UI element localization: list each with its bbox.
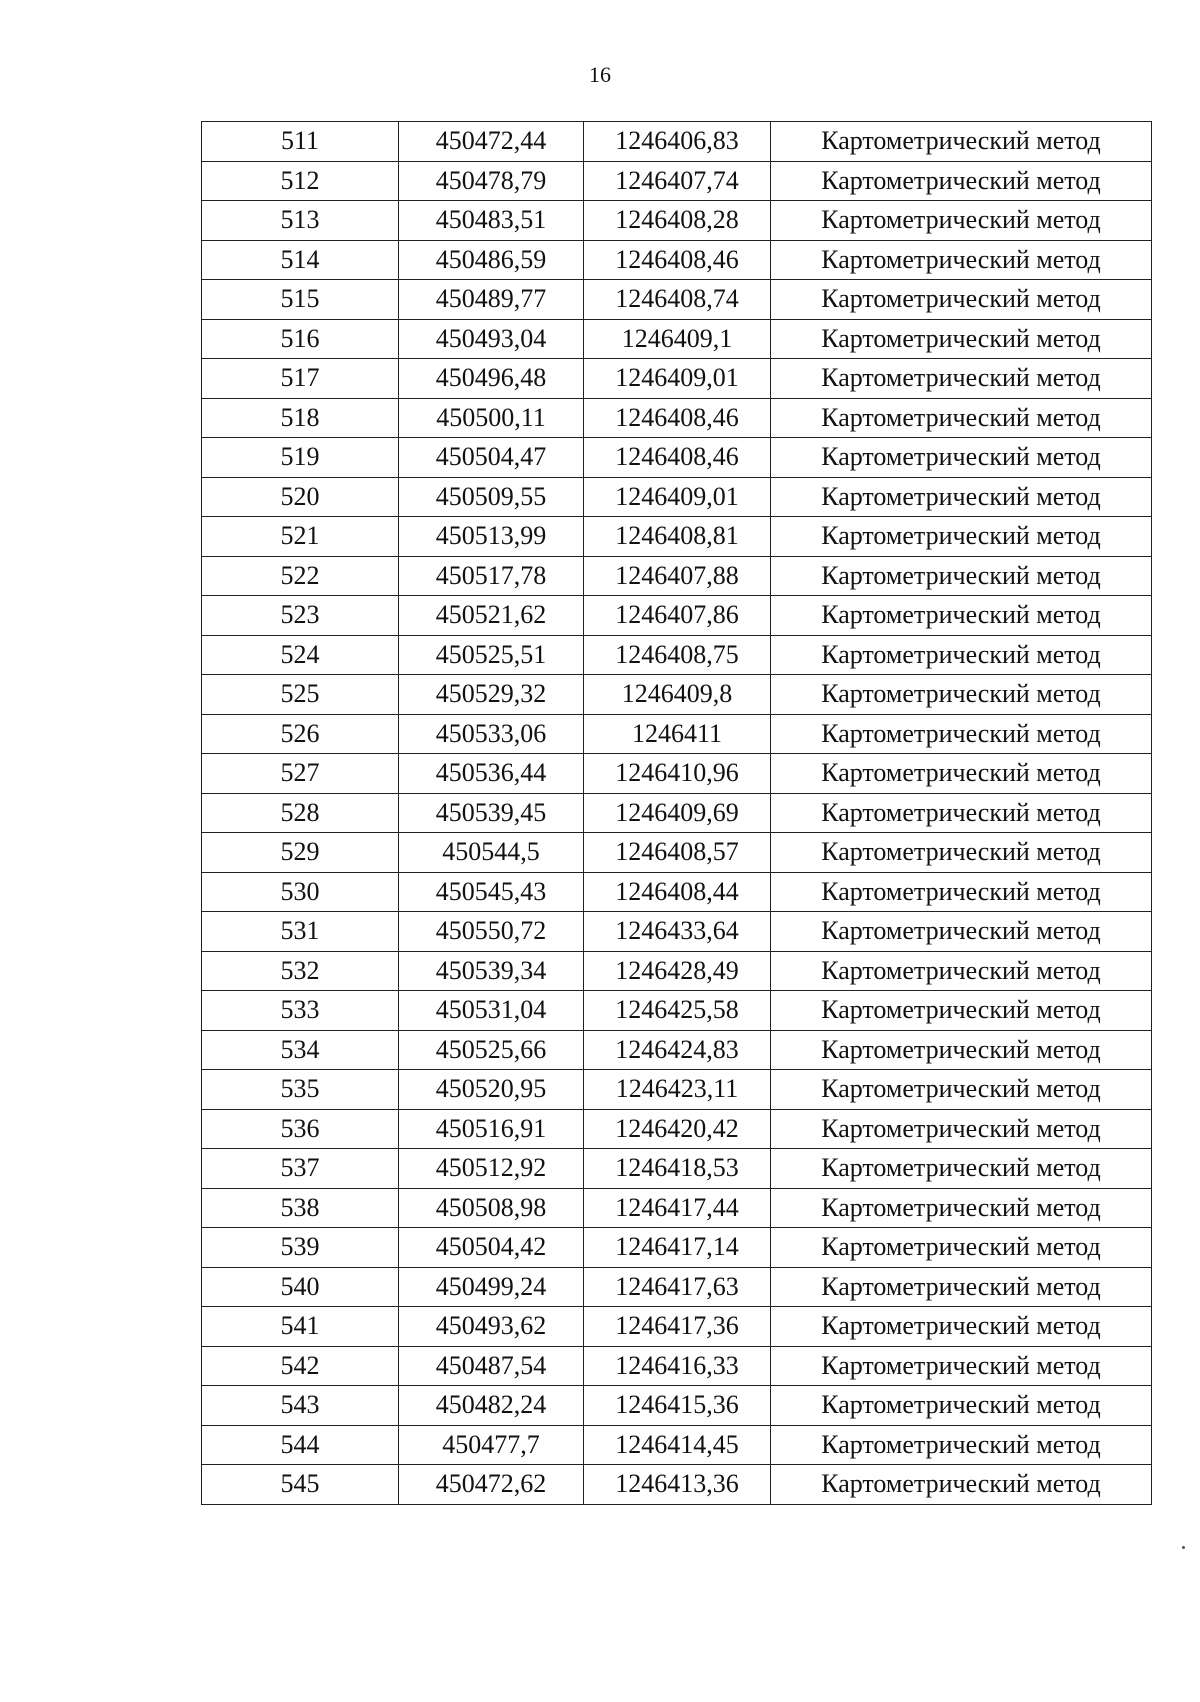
coordinates-table-body <box>202 122 1152 1505</box>
x-coordinate-cell: 450500,11 <box>399 398 584 438</box>
method-cell: Картометрический метод <box>771 122 1152 162</box>
table-row <box>202 1070 1152 1110</box>
x-coordinate-cell: 450482,24 <box>399 1386 584 1426</box>
x-coordinate-cell: 450539,45 <box>399 793 584 833</box>
y-coordinate-cell: 1246408,81 <box>584 517 771 557</box>
y-coordinate-cell: 1246408,46 <box>584 398 771 438</box>
table-row <box>202 438 1152 478</box>
y-coordinate-cell: 1246407,88 <box>584 556 771 596</box>
method-cell: Картометрический метод <box>771 1425 1152 1465</box>
point-number-cell: 514 <box>202 240 399 280</box>
x-coordinate-cell: 450550,72 <box>399 912 584 952</box>
table-row <box>202 1307 1152 1347</box>
x-coordinate-cell: 450499,24 <box>399 1267 584 1307</box>
x-coordinate-cell: 450496,48 <box>399 359 584 399</box>
y-coordinate-cell: 1246408,44 <box>584 872 771 912</box>
x-coordinate-cell: 450487,54 <box>399 1346 584 1386</box>
x-coordinate-cell: 450493,62 <box>399 1307 584 1347</box>
table-row <box>202 1346 1152 1386</box>
method-cell: Картометрический метод <box>771 912 1152 952</box>
table-row <box>202 675 1152 715</box>
point-number-cell: 531 <box>202 912 399 952</box>
y-coordinate-cell: 1246407,86 <box>584 596 771 636</box>
table-row <box>202 122 1152 162</box>
method-cell: Картометрический метод <box>771 635 1152 675</box>
table-row <box>202 793 1152 833</box>
x-coordinate-cell: 450531,04 <box>399 991 584 1031</box>
table-row <box>202 398 1152 438</box>
table-row <box>202 1030 1152 1070</box>
x-coordinate-cell: 450536,44 <box>399 754 584 794</box>
point-number-cell: 533 <box>202 991 399 1031</box>
x-coordinate-cell: 450472,44 <box>399 122 584 162</box>
x-coordinate-cell: 450529,32 <box>399 675 584 715</box>
method-cell: Картометрический метод <box>771 754 1152 794</box>
method-cell: Картометрический метод <box>771 1109 1152 1149</box>
y-coordinate-cell: 1246433,64 <box>584 912 771 952</box>
y-coordinate-cell: 1246424,83 <box>584 1030 771 1070</box>
table-row <box>202 1149 1152 1189</box>
x-coordinate-cell: 450489,77 <box>399 280 584 320</box>
method-cell: Картометрический метод <box>771 1346 1152 1386</box>
table-row <box>202 754 1152 794</box>
x-coordinate-cell: 450544,5 <box>399 833 584 873</box>
point-number-cell: 534 <box>202 1030 399 1070</box>
point-number-cell: 541 <box>202 1307 399 1347</box>
y-coordinate-cell: 1246415,36 <box>584 1386 771 1426</box>
x-coordinate-cell: 450517,78 <box>399 556 584 596</box>
y-coordinate-cell: 1246409,8 <box>584 675 771 715</box>
method-cell: Картометрический метод <box>771 1070 1152 1110</box>
x-coordinate-cell: 450545,43 <box>399 872 584 912</box>
method-cell: Картометрический метод <box>771 1267 1152 1307</box>
table-row <box>202 556 1152 596</box>
y-coordinate-cell: 1246423,11 <box>584 1070 771 1110</box>
y-coordinate-cell: 1246417,44 <box>584 1188 771 1228</box>
method-cell: Картометрический метод <box>771 319 1152 359</box>
table-row <box>202 635 1152 675</box>
x-coordinate-cell: 450513,99 <box>399 517 584 557</box>
y-coordinate-cell: 1246408,46 <box>584 438 771 478</box>
y-coordinate-cell: 1246409,69 <box>584 793 771 833</box>
method-cell: Картометрический метод <box>771 951 1152 991</box>
y-coordinate-cell: 1246408,28 <box>584 201 771 241</box>
method-cell: Картометрический метод <box>771 1188 1152 1228</box>
x-coordinate-cell: 450512,92 <box>399 1149 584 1189</box>
y-coordinate-cell: 1246417,14 <box>584 1228 771 1268</box>
table-row <box>202 1465 1152 1505</box>
x-coordinate-cell: 450504,42 <box>399 1228 584 1268</box>
table-row <box>202 1228 1152 1268</box>
y-coordinate-cell: 1246408,57 <box>584 833 771 873</box>
point-number-cell: 517 <box>202 359 399 399</box>
point-number-cell: 538 <box>202 1188 399 1228</box>
point-number-cell: 537 <box>202 1149 399 1189</box>
x-coordinate-cell: 450483,51 <box>399 201 584 241</box>
method-cell: Картометрический метод <box>771 793 1152 833</box>
method-cell: Картометрический метод <box>771 201 1152 241</box>
table-row <box>202 1425 1152 1465</box>
point-number-cell: 518 <box>202 398 399 438</box>
point-number-cell: 544 <box>202 1425 399 1465</box>
y-coordinate-cell: 1246409,1 <box>584 319 771 359</box>
y-coordinate-cell: 1246416,33 <box>584 1346 771 1386</box>
x-coordinate-cell: 450504,47 <box>399 438 584 478</box>
method-cell: Картометрический метод <box>771 517 1152 557</box>
method-cell: Картометрический метод <box>771 596 1152 636</box>
method-cell: Картометрический метод <box>771 438 1152 478</box>
point-number-cell: 526 <box>202 714 399 754</box>
point-number-cell: 516 <box>202 319 399 359</box>
point-number-cell: 545 <box>202 1465 399 1505</box>
point-number-cell: 521 <box>202 517 399 557</box>
method-cell: Картометрический метод <box>771 991 1152 1031</box>
y-coordinate-cell: 1246418,53 <box>584 1149 771 1189</box>
x-coordinate-cell: 450533,06 <box>399 714 584 754</box>
table-row <box>202 319 1152 359</box>
method-cell: Картометрический метод <box>771 161 1152 201</box>
y-coordinate-cell: 1246408,46 <box>584 240 771 280</box>
point-number-cell: 527 <box>202 754 399 794</box>
x-coordinate-cell: 450516,91 <box>399 1109 584 1149</box>
table-row <box>202 596 1152 636</box>
table-row <box>202 1188 1152 1228</box>
method-cell: Картометрический метод <box>771 1465 1152 1505</box>
x-coordinate-cell: 450520,95 <box>399 1070 584 1110</box>
table-row <box>202 1109 1152 1149</box>
point-number-cell: 528 <box>202 793 399 833</box>
point-number-cell: 522 <box>202 556 399 596</box>
scan-speck <box>1182 1546 1185 1549</box>
table-row <box>202 161 1152 201</box>
x-coordinate-cell: 450477,7 <box>399 1425 584 1465</box>
point-number-cell: 539 <box>202 1228 399 1268</box>
method-cell: Картометрический метод <box>771 1030 1152 1070</box>
table-row <box>202 714 1152 754</box>
point-number-cell: 530 <box>202 872 399 912</box>
method-cell: Картометрический метод <box>771 280 1152 320</box>
x-coordinate-cell: 450508,98 <box>399 1188 584 1228</box>
method-cell: Картометрический метод <box>771 477 1152 517</box>
point-number-cell: 529 <box>202 833 399 873</box>
x-coordinate-cell: 450493,04 <box>399 319 584 359</box>
table-row <box>202 872 1152 912</box>
table-row <box>202 240 1152 280</box>
method-cell: Картометрический метод <box>771 398 1152 438</box>
point-number-cell: 511 <box>202 122 399 162</box>
method-cell: Картометрический метод <box>771 556 1152 596</box>
point-number-cell: 525 <box>202 675 399 715</box>
x-coordinate-cell: 450486,59 <box>399 240 584 280</box>
x-coordinate-cell: 450539,34 <box>399 951 584 991</box>
table-row <box>202 1386 1152 1426</box>
y-coordinate-cell: 1246417,63 <box>584 1267 771 1307</box>
coordinates-table <box>201 121 1152 1505</box>
method-cell: Картометрический метод <box>771 1149 1152 1189</box>
y-coordinate-cell: 1246406,83 <box>584 122 771 162</box>
y-coordinate-cell: 1246428,49 <box>584 951 771 991</box>
table-row <box>202 912 1152 952</box>
point-number-cell: 536 <box>202 1109 399 1149</box>
table-row <box>202 1267 1152 1307</box>
table-row <box>202 991 1152 1031</box>
y-coordinate-cell: 1246417,36 <box>584 1307 771 1347</box>
point-number-cell: 542 <box>202 1346 399 1386</box>
method-cell: Картометрический метод <box>771 872 1152 912</box>
method-cell: Картометрический метод <box>771 675 1152 715</box>
method-cell: Картометрический метод <box>771 240 1152 280</box>
point-number-cell: 543 <box>202 1386 399 1426</box>
method-cell: Картометрический метод <box>771 833 1152 873</box>
method-cell: Картометрический метод <box>771 1386 1152 1426</box>
table-row <box>202 833 1152 873</box>
method-cell: Картометрический метод <box>771 359 1152 399</box>
x-coordinate-cell: 450478,79 <box>399 161 584 201</box>
x-coordinate-cell: 450509,55 <box>399 477 584 517</box>
y-coordinate-cell: 1246408,75 <box>584 635 771 675</box>
table-row <box>202 477 1152 517</box>
point-number-cell: 535 <box>202 1070 399 1110</box>
y-coordinate-cell: 1246413,36 <box>584 1465 771 1505</box>
point-number-cell: 513 <box>202 201 399 241</box>
point-number-cell: 519 <box>202 438 399 478</box>
table-row <box>202 951 1152 991</box>
y-coordinate-cell: 1246414,45 <box>584 1425 771 1465</box>
point-number-cell: 523 <box>202 596 399 636</box>
y-coordinate-cell: 1246410,96 <box>584 754 771 794</box>
y-coordinate-cell: 1246409,01 <box>584 477 771 517</box>
y-coordinate-cell: 1246408,74 <box>584 280 771 320</box>
method-cell: Картометрический метод <box>771 1228 1152 1268</box>
point-number-cell: 540 <box>202 1267 399 1307</box>
table-row <box>202 359 1152 399</box>
y-coordinate-cell: 1246407,74 <box>584 161 771 201</box>
point-number-cell: 512 <box>202 161 399 201</box>
y-coordinate-cell: 1246409,01 <box>584 359 771 399</box>
point-number-cell: 520 <box>202 477 399 517</box>
table-row <box>202 280 1152 320</box>
table-row <box>202 201 1152 241</box>
x-coordinate-cell: 450472,62 <box>399 1465 584 1505</box>
table-row <box>202 517 1152 557</box>
point-number-cell: 515 <box>202 280 399 320</box>
x-coordinate-cell: 450525,51 <box>399 635 584 675</box>
point-number-cell: 524 <box>202 635 399 675</box>
x-coordinate-cell: 450521,62 <box>399 596 584 636</box>
y-coordinate-cell: 1246411 <box>584 714 771 754</box>
point-number-cell: 532 <box>202 951 399 991</box>
x-coordinate-cell: 450525,66 <box>399 1030 584 1070</box>
method-cell: Картометрический метод <box>771 714 1152 754</box>
y-coordinate-cell: 1246420,42 <box>584 1109 771 1149</box>
method-cell: Картометрический метод <box>771 1307 1152 1347</box>
y-coordinate-cell: 1246425,58 <box>584 991 771 1031</box>
page-number: 16 <box>589 62 611 87</box>
